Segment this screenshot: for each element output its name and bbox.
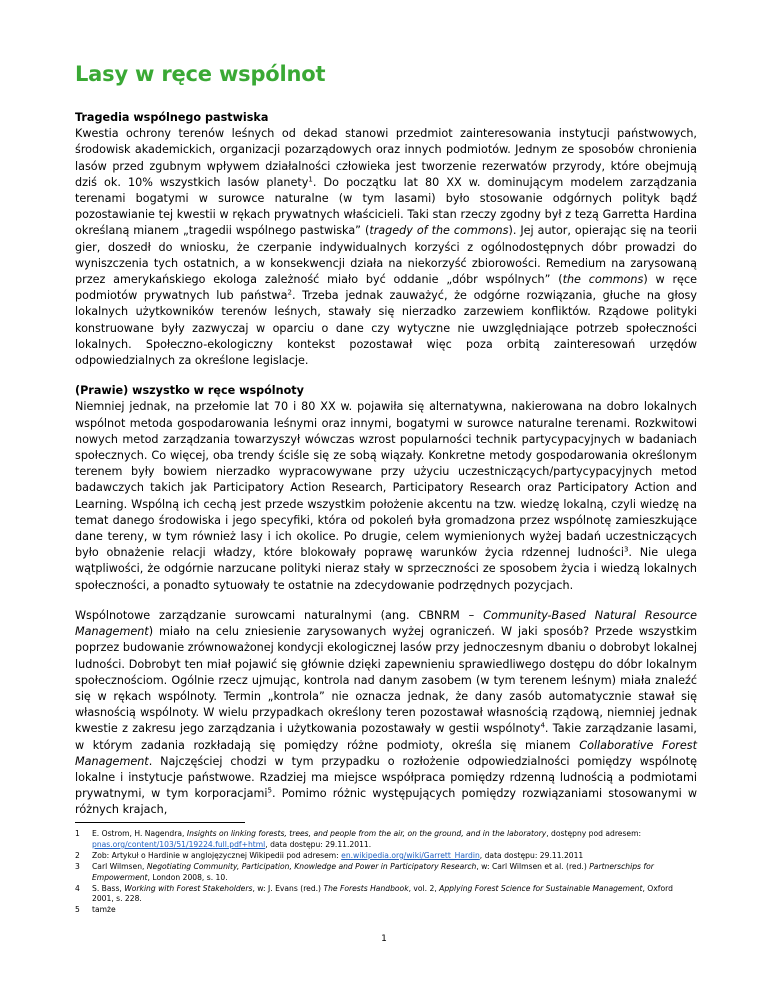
- footnote: 1 E. Ostrom, H. Nagendra, Insights on linking forests, trees, and people from the air, on the ground, and in the laboratory, dostępny pod adresem: pnas.org/content/103/51/19224.full.pdf+html, data dostępu: 29.11.2011.: [75, 829, 642, 849]
- footnote: 5 tamże: [75, 905, 116, 915]
- footnote: 4 S. Bass, Working with Forest Stakeholders, w: J. Evans (red.) The Forests Handbook, vol. 2, Applying Forest Science for Sustainable Management, Oxford 2001, s. 228.: [75, 883, 673, 904]
- footnote-ref: 3: [623, 545, 629, 554]
- paragraph: Kwestia ochrony terenów leśnych od dekad stanowi przedmiot zainteresowania instytucji państwowych, środowisk akademickich, organizacji pozarządowych oraz innych podmiotów. Jednym ze sposobów chronienia lasów przed zgubnym wpływem działalności człowieka jest tworzenie rezerwatów przyrody, które obejmują dziś ok. 10% wszystkich lasów planety$^1$. Do początku lat 80 XX w. dominującym modelem zarządzania terenami bogatymi w surowce naturalne (w tym lasami) było stosowanie odgórnych polityk bądź pozostawianie tej kwestii w rękach prywatnych właścicieli. Taki stan rzeczy zgodny był z tezą Garretta Hardina określaną mianem „tragedii wspólnego pastwiska” (tragedy of the commons). Jej autor, opierając się na teorii gier, doszedł do wniosku, że czerpanie indywidualnych korzyści z ogólnodostępnych dóbr prowadzi do wyniszczenia tych ostatnich, a w konsekwencji działa na niekorzyść zbiorowości. Remedium na zarysowaną przez amerykańskiego ekologa zależność miało być oddanie „dóbr wspólnych” (the commons) w ręce podmiotów prywatnych lub państwa$^2$. Trzeba jednak zauważyć, że odgórne rozwiązania, głuche na głosy lokalnych użytkowników terenów leśnych, stawały się nierzadko zarzewiem konfliktów. Rządowe polityki konstruowane były zazwyczaj w oparciu o dane czy wytyczne nie uwzględniające potrzeb społeczności lokalnych. Społeczno-ekologiczny kontekst pozostawał więc poza orbitą zainteresowań urzędów odpowiedzialnych za określone legislacje.: [75, 127, 698, 368]
- paragraph: Niemniej jednak, na przełomie lat 70 i 80 XX w. pojawiła się alternatywna, nakierowana na dobro lokalnych wspólnot metoda gospodarowania leśnymi oraz innymi, bogatymi w surowce naturalne terenami. Rozkwitowi nowych metod zarządzania towarzyszył wówczas wzrost popularności technik partycypacyjnych w badaniach społecznych. Co więcej, oba trendy ściśle się ze sobą wiązały. Konkretne metody gospodarowania określonym terenem były bowiem nierzadko wypracowywane przy użyciu uczestniczących/partycypacyjnych metod badawczych takich jak Participatory Action Research, Participatory Research oraz Participatory Action and Learning. Wspólną ich cechą jest przede wszystkim położenie akcentu na tzw. wiedzę lokalną, czyli wiedzę na temat danego środowiska i jego specyfiki, która od pokoleń była gromadzona przez wspólnotę zamieszkujące dane tereny, w tym również lasy i ich okolice. Po drugie, celem wymienionych wyżej badań uczestniczących było obnażenie relacji władzy, które blokowały poprawę warunków życia rdzennej ludności$^3$. Nie ulega wątpliwości, że odgórnie narzucane polityki nieraz stały w sprzeczności ze sposobem życia i wiedzą lokalnych społeczności, a ponadto sytuowały te ostatnie na zdecydowanie podrzędnych pozycjach.: [75, 400, 697, 592]
- section-heading: Tragedia wspólnego pastwiska: [75, 111, 269, 124]
- page-title: Lasy w ręce wspólnot: [75, 62, 326, 86]
- footnote-divider: [75, 822, 245, 823]
- footnote-ref: 4: [540, 721, 545, 730]
- footnotes: [75, 822, 697, 916]
- paragraph: Wspólnotowe zarządzanie surowcami naturalnymi (ang. CBNRM – Community-Based Natural Resource Management) miało na celu zniesienie zarysowanych wyżej ograniczeń. W jaki sposób? Przede wszystkim poprzez budowanie zrównoważonej kondycji ekologicznej lasów przy jednoczesnym dbaniu o dobrobyt lokalnej ludności. Dobrobyt ten miał pojawić się głównie dzięki zapewnieniu sprawiedliwego dostępu do dóbr lokalnym społecznościom. Ogólnie rzecz ujmując, kontrola nad danym zasobem (w tym terenem leśnym) miała znaleźć się w rękach wspólnoty. Termin „kontrola” nie oznacza jednak, że dany zasób automatycznie stawał się własnością wspólnoty. W wielu przypadkach określony teren pozostawał własnością rządową, niemniej jednak kwestie z zakresu jego zarządzania i użytkowania pozostawały w gestii wspólnoty$^4$. Takie zarządzanie lasami, w którym zadania rozkładają się pomiędzy różne podmioty, określa się mianem Collaborative Forest Management. Najczęściej chodzi w tym przypadku o rozłożenie odpowiedzialności pomiędzy wspólnotę lokalne i instytucje państwowe. Rzadziej ma miejsce współpraca pomiędzy rdzenną ludnością a podmiotami prywatnymi, w tym korporacjami$^5$. Pomimo różnic występujących pomiędzy rozwiązaniami stosowanymi w różnych krajach,: [75, 608, 697, 817]
- footnote-ref: 1: [308, 175, 313, 184]
- page-number: 1: [381, 934, 387, 944]
- section-wspolnota: [75, 383, 697, 594]
- footnote-link[interactable]: en.wikipedia.org/wiki/Garrett_Hardin: [341, 850, 480, 860]
- footnote: 2 Zob: Artykuł o Hardinie w anglojęzycznej Wikipedii pod adresem: en.wikipedia.org/wiki/Garrett_Hardin, data dostępu: 29.11.2011: [75, 850, 584, 860]
- section-cbnrm: [75, 608, 697, 819]
- document-page: [75, 62, 697, 833]
- section-tragedia: [75, 110, 697, 369]
- footnote: 3 Carl Wilmsen, Negotiating Community, Participation, Knowledge and Power in Participatory Research, w: Carl Wilmsen et al. (red.) Partnerschips for Empowerment, London 2008, s. 10.: [75, 861, 654, 882]
- footnote-ref: 5: [267, 786, 272, 795]
- footnote-ref: 2: [287, 288, 292, 297]
- section-heading: (Prawie) wszystko w ręce wspólnoty: [75, 384, 304, 398]
- footnote-link[interactable]: pnas.org/content/103/51/19224.full.pdf+html: [92, 839, 266, 849]
